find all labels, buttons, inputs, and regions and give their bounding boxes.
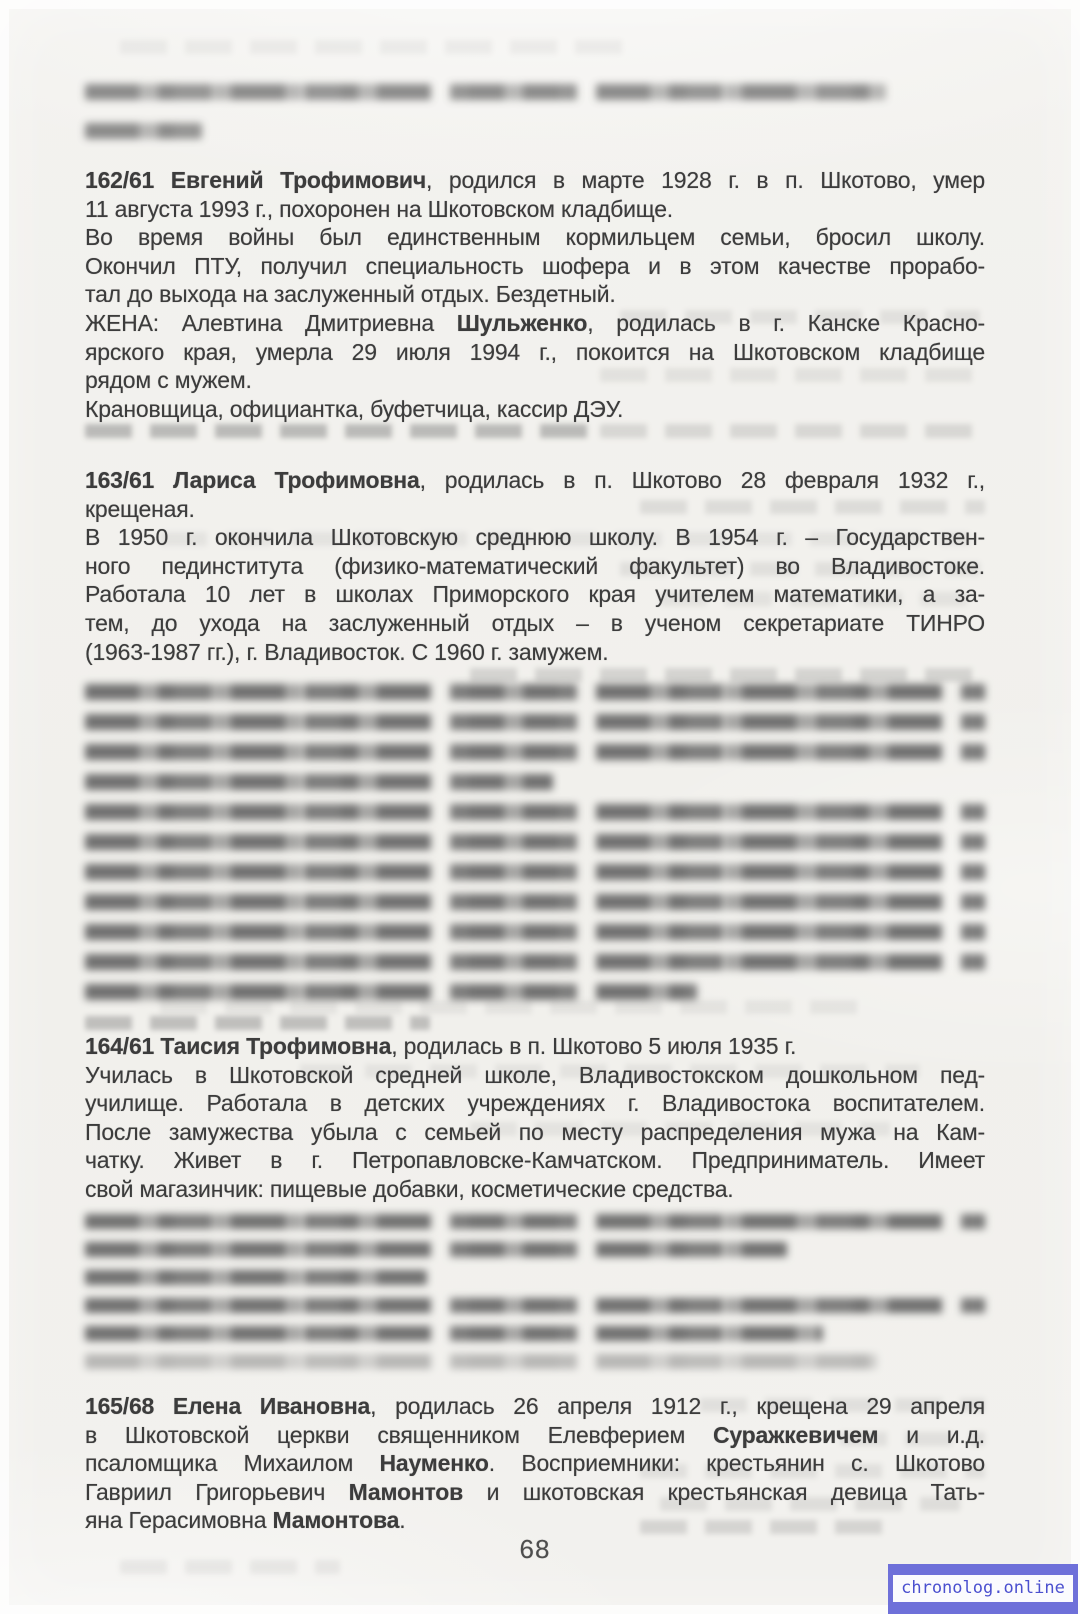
text-line: 164/61 Таисия Трофимовна, родилась в п. Шкотово 5 июля 1935 г. <box>85 1033 797 1059</box>
blurred-line <box>85 1242 787 1257</box>
blurred-line <box>85 1326 823 1341</box>
text-line: в Шкотовской церкви священником Елевферием Суражкевичем и и.д. <box>85 1421 985 1448</box>
text-line: ного пединститута (физико-математический факультет) во Владивостоке. <box>85 552 985 579</box>
blurred-line <box>85 924 985 940</box>
text-line: Во время войны был единственным кормильцем семьи, бросил школу. <box>85 224 985 251</box>
blurred-line <box>85 84 886 100</box>
text-line: ЖЕНА: Алевтина Дмитриевна Шульженко, родилась в г. Канске Красно- <box>85 309 985 336</box>
text-line: псаломщика Михаилом Науменко. Восприемники: крестьянин с. Шкотово <box>85 1450 985 1477</box>
text-line: 162/61 Евгений Трофимович, родился в марте 1928 г. в п. Шкотово, умер <box>85 167 986 193</box>
ghost-line <box>85 424 590 438</box>
text-line: Крановщица, официантка, буфетчица, кассир ДЭУ. <box>85 395 624 422</box>
blurred-line <box>85 864 985 880</box>
text-line: тем, до ухода на заслуженный отдых – в ученом секретариате ТИНРО <box>85 609 985 636</box>
text-line: свой магазинчик: пищевые добавки, косметические средства. <box>85 1175 734 1202</box>
text-line: рядом с мужем. <box>85 367 252 394</box>
ghost-line <box>85 1016 430 1030</box>
blurred-line <box>85 1354 877 1369</box>
text-line: Училась в Шкотовской средней школе, Владивостокском дошкольном пед- <box>85 1061 985 1088</box>
entry-165-68 <box>85 1392 985 1535</box>
entry-162-61 <box>85 166 985 423</box>
blurred-line <box>85 834 985 850</box>
blurred-line <box>85 984 697 1000</box>
text-line: чатку. Живет в г. Петропавловске-Камчатском. Предприниматель. Имеет <box>85 1147 985 1174</box>
blurred-line <box>85 684 985 700</box>
blurred-line <box>85 714 985 730</box>
entry-163-61 <box>85 466 985 666</box>
blurred-paragraph-after-164 <box>85 1214 985 1382</box>
text-line: яна Герасимовна Мамонтова. <box>85 1507 406 1534</box>
blurred-line <box>85 804 985 820</box>
blurred-note <box>85 84 985 162</box>
text-line: (1963-1987 гг.), г. Владивосток. С 1960 г. замужем. <box>85 638 609 665</box>
text-line: Гавриил Григорьевич Мамонтов и шкотовская крестьянская девица Тать- <box>85 1478 985 1505</box>
ghost-line <box>600 424 985 438</box>
blurred-line <box>85 954 985 970</box>
text-line: тал до выхода на заслуженный отдых. Бездетный. <box>85 281 616 308</box>
blurred-line <box>85 1214 985 1229</box>
text-line: 11 августа 1993 г., похоронен на Шкотовском кладбище. <box>85 195 673 222</box>
text-line: ярского края, умерла 29 июля 1994 г., покоится на Шкотовском кладбище <box>85 338 985 365</box>
blurred-line <box>85 744 985 760</box>
blurred-line <box>85 894 985 910</box>
page-number: 68 <box>519 1534 551 1564</box>
text-line: крещеная. <box>85 495 195 522</box>
watermark-text: chronolog.online <box>893 1575 1073 1602</box>
text-line: Работала 10 лет в школах Приморского края учителем математики, а за- <box>85 581 985 608</box>
ghost-line <box>120 40 640 54</box>
blurred-line <box>85 1298 985 1313</box>
text-line: После замужества убыла с семьей по месту распределения мужа на Кам- <box>85 1118 985 1145</box>
text-line: 165/68 Елена Ивановна, родилась 26 апреля 1912 г., крещена 29 апреля <box>85 1393 985 1419</box>
blurred-line <box>85 123 202 139</box>
entry-164-61 <box>85 1032 985 1204</box>
text-line: В 1950 г. окончила Шкотовскую среднюю школу. В 1954 г. – Государствен- <box>85 524 985 551</box>
text-line: училище. Работала в детских учреждениях г. Владивостока воспитателем. <box>85 1090 985 1117</box>
blurred-paragraph-after-163 <box>85 684 985 1014</box>
blurred-line <box>85 1270 427 1285</box>
ghost-line <box>470 668 985 682</box>
text-line: 163/61 Лариса Трофимовна, родилась в п. Шкотово 28 февраля 1932 г., <box>85 467 985 493</box>
blurred-line <box>85 774 553 790</box>
watermark-stamp <box>888 1564 1078 1614</box>
text-line: Окончил ПТУ, получил специальность шофера и в этом качестве прорабо- <box>85 252 985 279</box>
